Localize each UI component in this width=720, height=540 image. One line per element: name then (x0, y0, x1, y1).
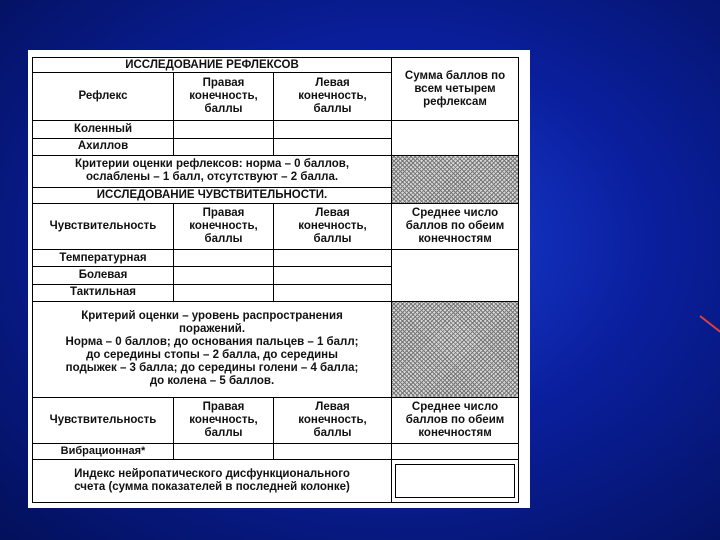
tactile-left-cell[interactable] (274, 284, 392, 301)
sensitivity-right-limb-header: Правая конечность, баллы (174, 203, 274, 249)
reflex-column-header: Рефлекс (33, 73, 174, 121)
temperature-right-cell[interactable] (174, 249, 274, 266)
index-value-box[interactable] (395, 464, 515, 498)
vibration-avg-header: Среднее число баллов по обеим конечностям (392, 397, 519, 443)
temperature-left-cell[interactable] (274, 249, 392, 266)
sensitivity-hatched-cell (392, 301, 519, 397)
vibration-left-cell[interactable] (274, 443, 392, 459)
index-label: Индекс нейропатического дисфункционального счета (сумма показателей в последней колонке) (33, 460, 392, 503)
reflex-sum-cell[interactable] (392, 121, 519, 156)
sensitivity-row-tactile: Тактильная (33, 284, 174, 301)
assessment-table (32, 57, 519, 503)
sensitivity-left-limb-header: Левая конечность, баллы (274, 203, 392, 249)
reflex-sum-header: Сумма баллов по всем четырем рефлексам (392, 58, 519, 121)
reflex-section-title: ИССЛЕДОВАНИЕ РЕФЛЕКСОВ (33, 58, 392, 73)
reflex-knee-left-cell[interactable] (274, 121, 392, 138)
sensitivity-column-header: Чувствительность (33, 203, 174, 249)
sensitivity-section-title: ИССЛЕДОВАНИЕ ЧУВСТВИТЕЛЬНОСТИ. (33, 187, 392, 203)
vibration-avg-cell[interactable] (392, 443, 519, 459)
sensitivity-row-pain: Болевая (33, 267, 174, 284)
sensitivity-criteria: Критерий оценки – уровень распространения поражений. Норма – 0 баллов; до основания пальцев – 1 балл; до середины стопы – 2 балла, до середины подыжек – 3 балла; до середины голени – 4 балла; до колена – 5 баллов. (33, 301, 392, 397)
pain-left-cell[interactable] (274, 267, 392, 284)
pain-right-cell[interactable] (174, 267, 274, 284)
sensitivity-row-temperature: Температурная (33, 249, 174, 266)
tactile-right-cell[interactable] (174, 284, 274, 301)
assessment-form (28, 50, 530, 508)
reflex-left-limb-header: Левая конечность, баллы (274, 73, 392, 121)
reflex-right-limb-header: Правая конечность, баллы (174, 73, 274, 121)
vibration-right-limb-header: Правая конечность, баллы (174, 397, 274, 443)
reflex-knee-right-cell[interactable] (174, 121, 274, 138)
reflex-row-achilles: Ахиллов (33, 138, 174, 155)
sensitivity-avg-cell[interactable] (392, 249, 519, 301)
reflex-hatched-cell (392, 155, 519, 203)
reflex-achilles-left-cell[interactable] (274, 138, 392, 155)
reflex-criteria: Критерии оценки рефлексов: норма – 0 баллов, ослаблены – 1 балл, отсутствуют – 2 балла. (33, 155, 392, 187)
index-value-cell[interactable] (392, 460, 519, 503)
reflex-achilles-right-cell[interactable] (174, 138, 274, 155)
decorative-red-line (699, 315, 720, 333)
vibration-left-limb-header: Левая конечность, баллы (274, 397, 392, 443)
sensitivity-avg-header: Среднее число баллов по обеим конечностям (392, 203, 519, 249)
vibration-right-cell[interactable] (174, 443, 274, 459)
reflex-row-knee: Коленный (33, 121, 174, 138)
vibration-row-label: Вибрационная* (33, 443, 174, 459)
vibration-column-header: Чувствительность (33, 397, 174, 443)
